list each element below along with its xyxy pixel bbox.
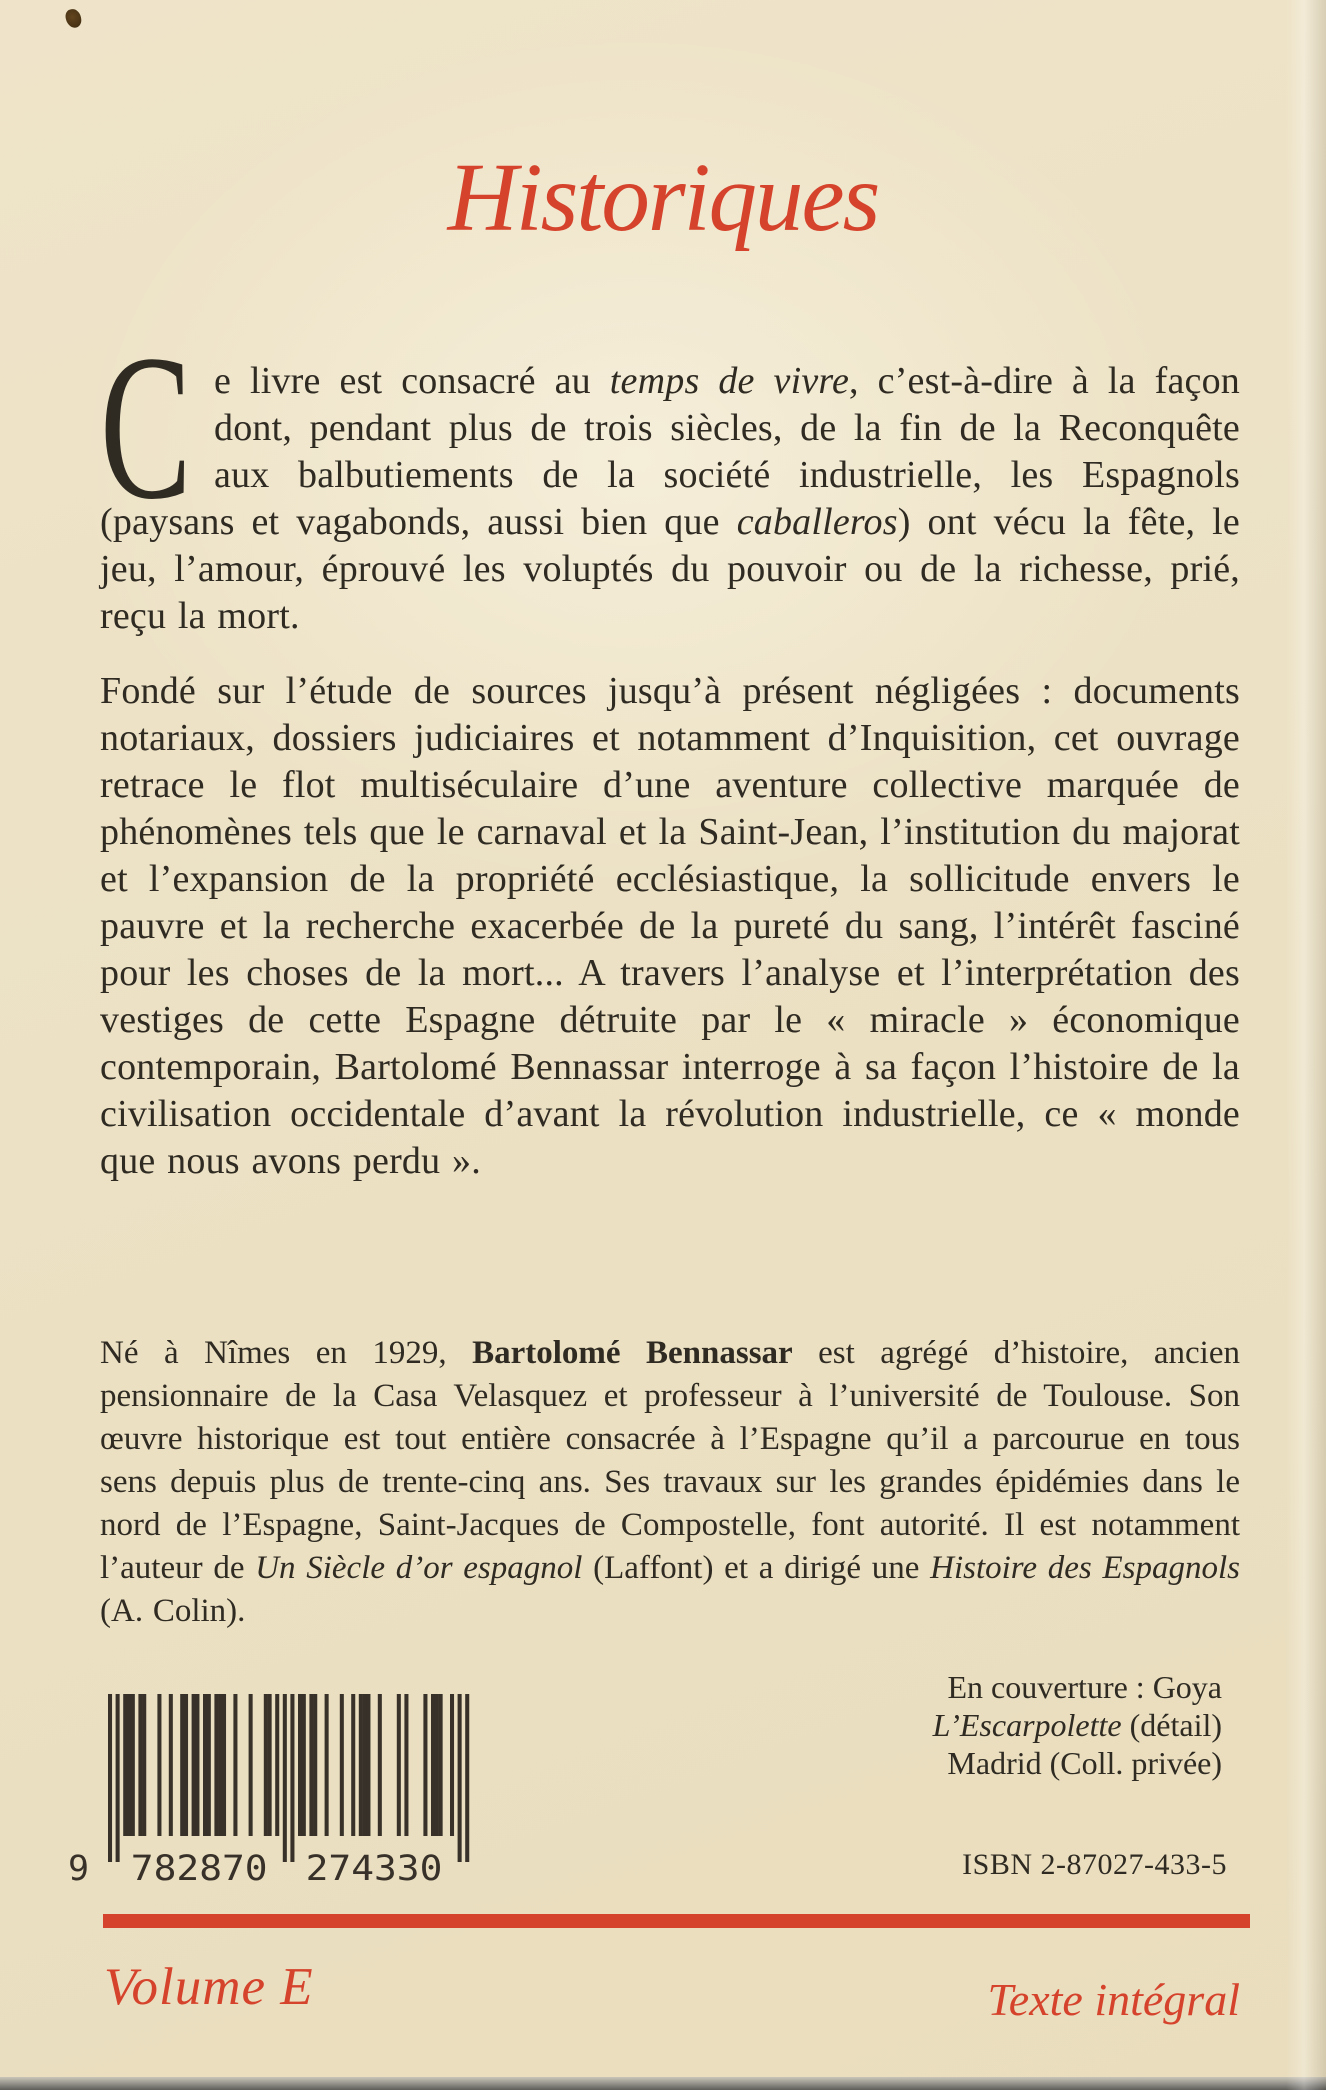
svg-text:782870: 782870 [130,1849,268,1889]
scan-bottom-edge [0,2077,1326,2090]
barcode-bars [60,1694,540,1894]
cover-credit-line-3: Madrid (Coll. privée) [947,1745,1222,1781]
drop-cap: C [100,312,192,542]
cover-credit-line-2: L’Escarpolette (détail) [932,1707,1222,1743]
synopsis-paragraph-2: Fondé sur l’étude de sources jusqu’à présent négligées : documents notariaux, dossiers judiciaires et notamment d’Inquisition, cet ouvrage retrace le flot multiséculaire d’une aventure collective marquée de phénomènes tels que le carnaval et la Saint-Jean, l’institution du majorat et l’expansion de la propriété ecclésiastique, la sollicitude envers le pauvre et la recherche exacerbée de la pureté du sang, l’intérêt fasciné pour les choses de la mort... A travers l’analyse et l’interprétation des vestiges de cette Espagne détruite par le « miracle » économique contemporain, Bartolomé Bennassar interroge à sa façon l’histoire de la civilisation occidentale d’avant la révolution industrielle, ce « monde que nous avons perdu ». [100,670,1240,1182]
svg-text:274330: 274330 [305,1849,443,1889]
synopsis-paragraph-1 [100,312,1240,640]
svg-text:9: 9 [68,1849,90,1889]
red-divider-rule [103,1914,1250,1928]
edition-label: Texte intégral [987,1974,1240,2025]
barcode [60,1694,540,1894]
collection-title: Historiques [447,144,879,251]
cover-credit [933,1668,1222,1782]
author-bio: Né à Nîmes en 1929, Bartolomé Bennassar est agrégé d’histoire, ancien pensionnaire de la Casa Velasquez et professeur à l’université de Toulouse. Son œuvre historique est tout entière consacrée à l’Espagne qu’il a parcourue en tous sens depuis plus de trente-cinq ans. Ses travaux sur les grandes épidémies dans le nord de l’Espagne, Saint-Jacques de Compostelle, font autorité. Il est notamment l’auteur de Un Siècle d’or espagnol (Laffont) et a dirigé une Histoire des Espagnols (A. Colin). [100,1335,1241,1629]
cover-credit-line-1: En couverture : Goya [947,1669,1222,1705]
paper-speck [64,7,83,29]
volume-label: Volume E [104,1958,314,2016]
synopsis-paragraph-1-text: e livre est consacré au temps de vivre, c’est-à-dire à la façon dont, pendant plus de trois siècles, de la fin de la Reconquête aux balbutiements de la société industrielle, les Espagnols (paysans et vagabonds, aussi bien que caballeros) ont vécu la fête, le jeu, l’amour, éprouvé les voluptés du pouvoir ou de la richesse, prié, reçu la mort. [100,360,1240,637]
isbn-text: ISBN 2-87027-433-5 [962,1848,1227,1881]
